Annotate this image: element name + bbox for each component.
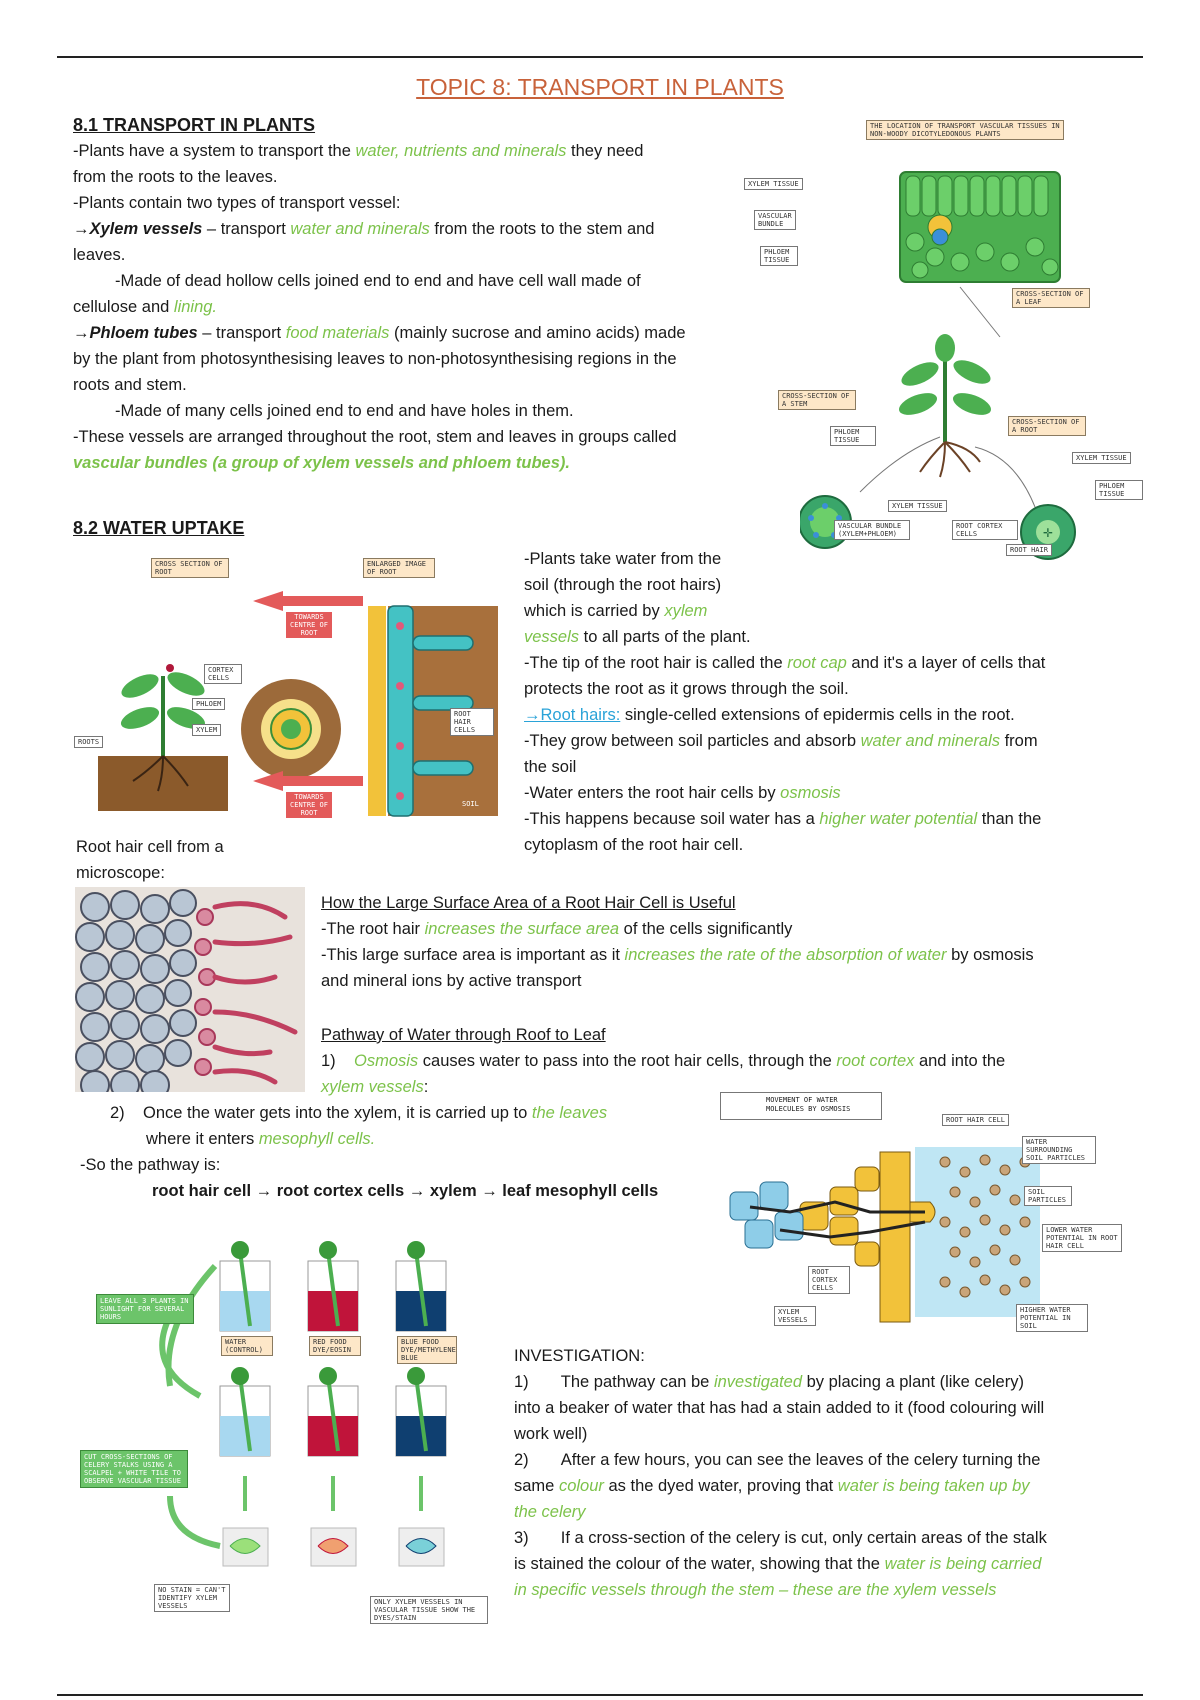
cut-sections-label: CUT CROSS-SECTIONS OF CELERY STALKS USING A SCALPEL + WHITE TILE TO OBSERVE VASCULAR TISSUE bbox=[80, 1450, 188, 1488]
blue-dye-label: BLUE FOOD DYE/METHYLENE BLUE bbox=[397, 1336, 457, 1364]
phloem-tissue-label: PHLOEM TISSUE bbox=[760, 246, 798, 266]
towards-centre-label-1: TOWARDS CENTRE OF ROOT bbox=[286, 612, 332, 638]
cs-root-label: CROSS SECTION OF ROOT bbox=[151, 558, 229, 578]
pathway-block: Pathway of Water through Roof to Leaf 1) Osmosis causes water to pass into the root hair cells, through the root cortex and into the xylem vessels: bbox=[321, 1022, 1151, 1100]
vascular-tissue-diagram bbox=[748, 112, 1150, 602]
only-xylem-label: ONLY XYLEM VESSELS IN VASCULAR TISSUE SHOW THE DYES/STAIN bbox=[370, 1596, 488, 1624]
xylem-tissue-label-3: XYLEM TISSUE bbox=[888, 500, 947, 512]
bottom-rule bbox=[57, 1694, 1143, 1696]
investigation-heading: INVESTIGATION: bbox=[514, 1347, 645, 1365]
roots-label: ROOTS bbox=[74, 736, 103, 748]
location-label: THE LOCATION OF TRANSPORT VASCULAR TISSUES IN NON-WOODY DICOTYLEDONOUS PLANTS bbox=[866, 120, 1064, 140]
root-uptake-diagram bbox=[78, 556, 508, 831]
root-hair-label: ROOT HAIR bbox=[1006, 544, 1052, 556]
microscope-art bbox=[75, 887, 305, 1092]
lower-potential-label: LOWER WATER POTENTIAL IN ROOT HAIR CELL bbox=[1042, 1224, 1122, 1252]
pathway-heading: Pathway of Water through Roof to Leaf bbox=[321, 1026, 606, 1044]
osmosis-diagram bbox=[720, 1092, 1140, 1342]
section-heading-8-1: 8.1 TRANSPORT IN PLANTS bbox=[73, 115, 316, 135]
section-8-1-text: -Plants have a system to transport the water, nutrients and minerals they need from the roots to the leaves. -Plants contain two types of transport vessel: →Xylem vessels – transport water and minerals from the roots to the stem and leaves. -Made of dead hollow cells joined end to end and have cell wall made of cellulose and lining. →Phloem tubes – transport food materials (mainly sucrose and amino acids) made by the plant from photosynthesising leaves to non-photosynthesising regions in the roots and stem. -Made of many cells joined end to end and have holes in them. -These vessels are arranged throughout the root, stem and leaves in groups called vascular bundles (a group of xylem vessels and phloem tubes). bbox=[73, 142, 686, 472]
section-heading-8-2: 8.2 WATER UPTAKE bbox=[73, 518, 245, 538]
phloem-tissue-label-3: PHLOEM TISSUE bbox=[1095, 480, 1143, 500]
soil-label: SOIL bbox=[462, 800, 479, 808]
surface-area-block: How the Large Surface Area of a Root Hair Cell is Useful -The root hair increases the surface area of the cells significantly -This large surface area is important as it increases the rate of the absorption of water by osmosis and mineral ions by active transport bbox=[321, 890, 1151, 994]
root-cortex-cells-label: ROOT CORTEX CELLS bbox=[808, 1266, 850, 1294]
microscope-image bbox=[75, 887, 305, 1092]
water-surrounding-label: WATER SURROUNDING SOIL PARTICLES bbox=[1022, 1136, 1096, 1164]
enlarged-root-label: ENLARGED IMAGE OF ROOT bbox=[363, 558, 435, 578]
root-hair-cell-label: ROOT HAIR CELL bbox=[942, 1114, 1009, 1126]
root-diagram-art bbox=[78, 556, 508, 831]
water-uptake-text: -Plants take water from the soil (through the root hairs) which is carried by xylem vessels to all parts of the plant. -The tip of the root hair is called the root cap and it's a layer of cells that protects the root as it grows through the soil. →Root hairs: single-celled extensions of epidermis cells in the root. -They grow between soil particles and absorb water and minerals from the soil -Water enters the root hair cells by osmosis -This happens because soil water has a higher water potential than the cytoplasm of the root hair cell. bbox=[524, 550, 1046, 854]
cortex-cells-label: CORTEX CELLS bbox=[204, 664, 242, 684]
vascular-bundle-label-2: VASCULAR BUNDLE (XYLEM+PHLOEM) bbox=[834, 520, 910, 540]
top-rule bbox=[57, 56, 1143, 58]
root-hair-cells-label: ROOT HAIR CELLS bbox=[450, 708, 494, 736]
root-cs-label: CROSS-SECTION OF A ROOT bbox=[1008, 416, 1086, 436]
xylem-label: XYLEM bbox=[192, 724, 221, 736]
xylem-tissue-label: XYLEM TISSUE bbox=[744, 178, 803, 190]
celery-experiment-diagram bbox=[84, 1236, 510, 1631]
osmosis-legend-text: MOVEMENT OF WATER MOLECULES BY OSMOSIS bbox=[766, 1096, 851, 1113]
water-control-label: WATER (CONTROL) bbox=[221, 1336, 273, 1356]
svg-text:✛: ✛ bbox=[1043, 526, 1054, 540]
soil-particles-label: SOIL PARTICLES bbox=[1024, 1186, 1072, 1206]
xylem-tissue-label-2: XYLEM TISSUE bbox=[1072, 452, 1131, 464]
no-stain-label: NO STAIN = CAN'T IDENTIFY XYLEM VESSELS bbox=[154, 1584, 230, 1612]
higher-potential-label: HIGHER WATER POTENTIAL IN SOIL bbox=[1016, 1304, 1088, 1332]
root-cortex-label: ROOT CORTEX CELLS bbox=[952, 520, 1018, 540]
surface-area-heading: How the Large Surface Area of a Root Hair Cell is Useful bbox=[321, 894, 736, 912]
xylem-vessels-label: XYLEM VESSELS bbox=[774, 1306, 816, 1326]
stem-cs-label: CROSS-SECTION OF A STEM bbox=[778, 390, 856, 410]
towards-centre-label-2: TOWARDS CENTRE OF ROOT bbox=[286, 792, 332, 818]
phloem-tissue-label-2: PHLOEM TISSUE bbox=[830, 426, 876, 446]
pathway-continued: 2) Once the water gets into the xylem, it is carried up to the leaves where it enters mesophyll cells. -So the pathway is: root hair cell → root cortex cells → xylem → leaf mesophyll cells bbox=[80, 1104, 659, 1200]
phloem-label: PHLOEM bbox=[192, 698, 225, 710]
page-title: TOPIC 8: TRANSPORT IN PLANTS bbox=[416, 74, 784, 100]
microscope-caption: Root hair cell from a microscope: bbox=[76, 838, 224, 882]
leaf-cs-label: CROSS-SECTION OF A LEAF bbox=[1012, 288, 1090, 308]
leave-plants-label: LEAVE ALL 3 PLANTS IN SUNLIGHT FOR SEVERAL HOURS bbox=[96, 1294, 194, 1324]
red-dye-label: RED FOOD DYE/EOSIN bbox=[309, 1336, 361, 1356]
investigation-text: INVESTIGATION: 1) The pathway can be investigated by placing a plant (like celery) into a beaker of water that has had a stain added to it (food colouring will work well) 2) After a few hours, you can see the leaves of the celery turning the same colour as the dyed water, proving that water is being taken up by the celery 3) If a cross-section of the celery is cut, only certain areas of the stalk is stained the colour of the water, showing that the water is being carried in specific vessels through the stem – these are the xylem vessels bbox=[514, 1343, 1154, 1603]
vascular-bundle-label: VASCULAR BUNDLE bbox=[754, 210, 796, 230]
